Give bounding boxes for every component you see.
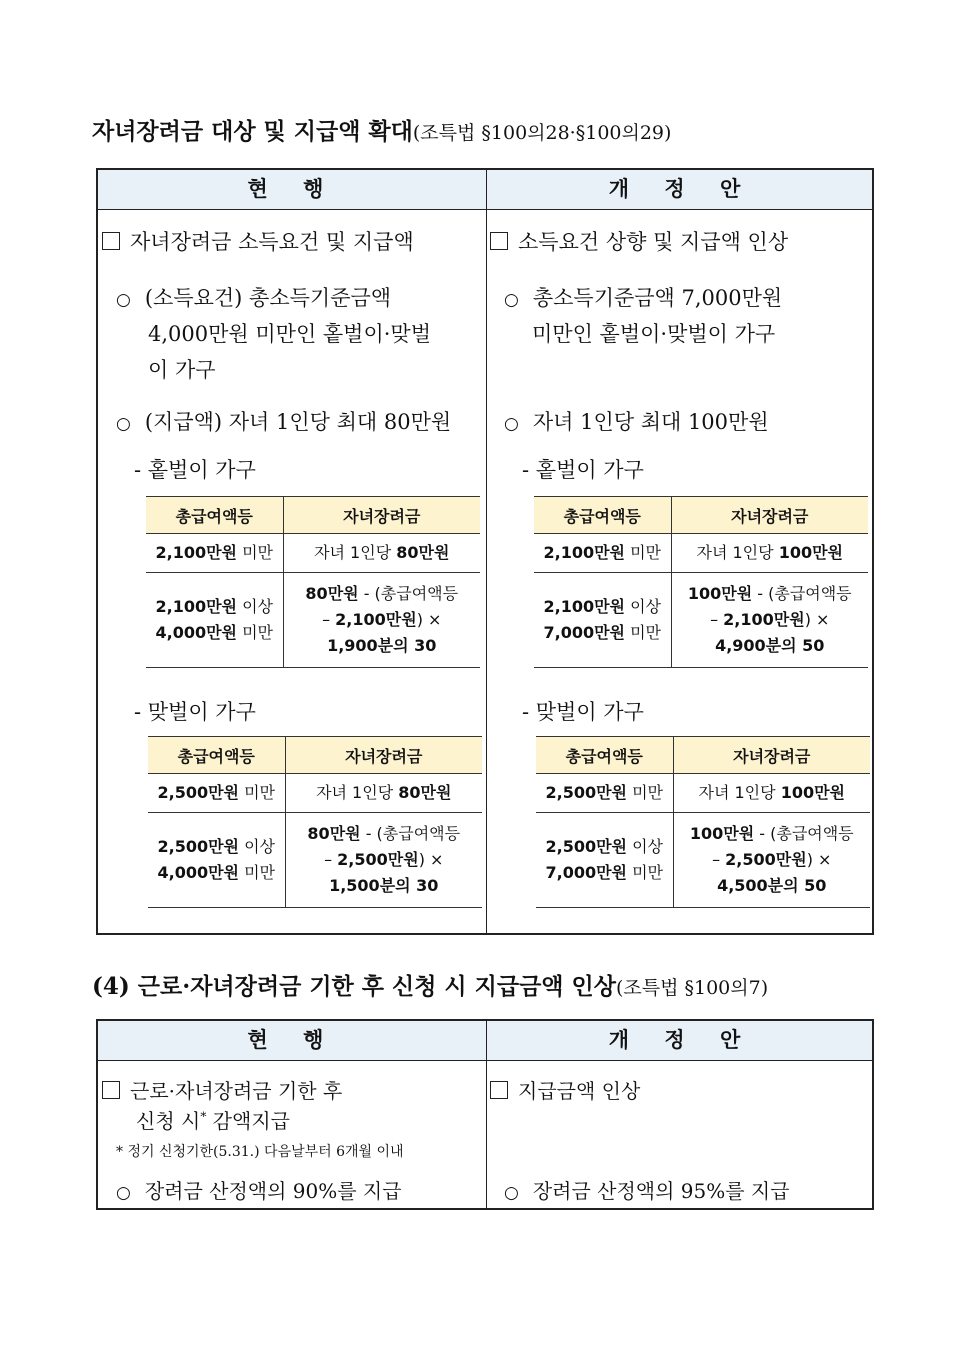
income-cell: 2,100만원 이상 4,000만원 미만 [146,573,283,668]
section2-title-text: (4) 근로·자녀장려금 기한 후 신청 시 지급금액 인상 [92,973,616,1000]
col-header-income: 총급여액등 [146,497,283,534]
credit-cell: 100만원 - (총급여액등 – 2,500만원) × 4,500분의 50 [673,813,870,908]
section2-comparison-table [96,1019,874,1210]
current-box-title: 자녀장려금 소득요건 및 지급액 [102,226,414,256]
table-row [534,573,868,668]
section1-title [92,113,671,146]
header-current: 현 행 [247,176,338,201]
circle-bullet-icon: ○ [504,1183,519,1203]
circle-bullet-icon: ○ [504,414,519,434]
revised-single-label: - 홑벌이 가구 [522,458,644,482]
col-header-credit: 자녀장려금 [285,737,482,774]
current-income-line3: 이 가구 [148,358,216,382]
section2-header-row [98,1021,872,1061]
current-amount: ○ (지급액) 자녀 1인당 최대 80만원 [116,410,452,434]
col-header-credit: 자녀장려금 [283,497,480,534]
credit-cell: 80만원 - (총급여액등 – 2,100만원) × 1,900분의 30 [283,573,480,668]
current-single-label: - 홑벌이 가구 [134,458,256,482]
credit-cell: 80만원 - (총급여액등 – 2,500만원) × 1,500분의 30 [285,813,482,908]
section2-title [92,968,768,1001]
circle-bullet-icon: ○ [504,290,519,310]
col-header-credit: 자녀장려금 [671,497,868,534]
income-cell: 2,500만원 미만 [148,774,285,813]
income-cell: 2,100만원 이상 7,000만원 미만 [534,573,671,668]
section1-header-row [98,170,872,210]
header-revised: 개 정 안 [608,176,755,201]
circle-bullet-icon: ○ [116,290,131,310]
revised-single-table [534,496,868,668]
table-row [146,534,480,573]
s2-current-item: ○ 장려금 산정액의 90%를 지급 [116,1179,402,1203]
credit-cell: 자녀 1인당 100만원 [671,534,868,573]
section1-title-text: 자녀장려금 대상 및 지급액 확대 [92,118,413,145]
income-cell: 2,100만원 미만 [534,534,671,573]
income-cell: 2,500만원 미만 [536,774,673,813]
revised-income-line1: ○ 총소득기준금액 7,000만원 [504,286,783,310]
column-divider [486,1021,487,1208]
current-single-table [146,496,480,668]
revised-amount: ○ 자녀 1인당 최대 100만원 [504,410,769,434]
s2-revised-box-title: 지급금액 인상 [490,1075,640,1104]
revised-income-line2: 미만인 홑벌이·맞벌이 가구 [532,322,776,346]
s2-current-footnote: * 정기 신청기한(5.31.) 다음날부터 6개월 이내 [116,1144,404,1160]
table-row [534,534,868,573]
table-row [536,813,870,908]
s2-current-box-line1: 근로·자녀장려금 기한 후 [102,1075,342,1104]
circle-bullet-icon: ○ [116,414,131,434]
section1-ref: (조특법 §100의28·§100의29) [412,122,672,144]
header-revised: 개 정 안 [608,1027,755,1052]
column-divider [486,170,487,933]
s2-current-box-line2: 신청 시* 감액지급 [136,1109,290,1133]
current-income-line1: ○ (소득요건) 총소득기준금액 [116,286,392,310]
revised-dual-table [536,736,870,908]
revised-dual-label: - 맞벌이 가구 [522,700,644,724]
col-header-income: 총급여액등 [536,737,673,774]
circle-bullet-icon: ○ [116,1183,131,1203]
col-header-credit: 자녀장려금 [673,737,870,774]
credit-cell: 자녀 1인당 80만원 [283,534,480,573]
section1-comparison-table [96,168,874,935]
header-current: 현 행 [247,1027,338,1052]
revised-box-title: 소득요건 상향 및 지급액 인상 [490,226,788,256]
s2-revised-item: ○ 장려금 산정액의 95%를 지급 [504,1179,790,1203]
col-header-income: 총급여액등 [148,737,285,774]
credit-cell: 자녀 1인당 100만원 [673,774,870,813]
table-row [536,774,870,813]
section2-ref: (조특법 §100의7) [615,977,769,999]
current-dual-label: - 맞벌이 가구 [134,700,256,724]
income-cell: 2,500만원 이상 4,000만원 미만 [148,813,285,908]
credit-cell: 100만원 - (총급여액등 – 2,100만원) × 4,900분의 50 [671,573,868,668]
col-header-income: 총급여액등 [534,497,671,534]
table-row [148,774,482,813]
table-row [146,573,480,668]
current-dual-table [148,736,482,908]
credit-cell: 자녀 1인당 80만원 [285,774,482,813]
income-cell: 2,500만원 이상 7,000만원 미만 [536,813,673,908]
table-row [148,813,482,908]
current-income-line2: 4,000만원 미만인 홑벌이·맞벌 [148,322,432,346]
income-cell: 2,100만원 미만 [146,534,283,573]
